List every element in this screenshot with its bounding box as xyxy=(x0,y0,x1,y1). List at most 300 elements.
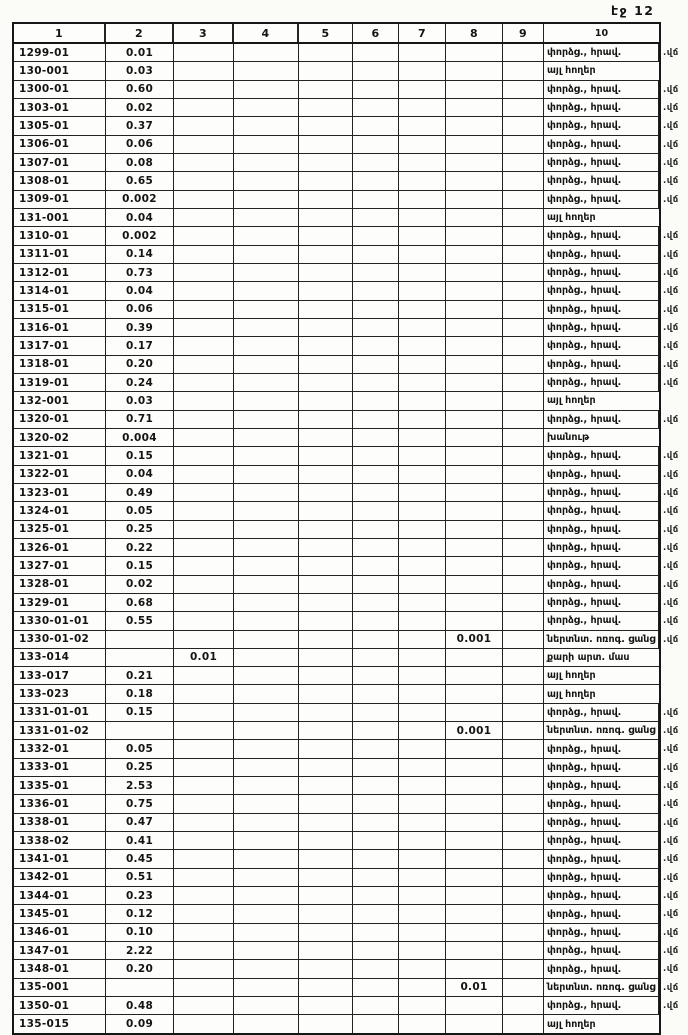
margin-handwritten-note: .վճ xyxy=(663,157,679,168)
table-cell xyxy=(299,191,353,208)
table-cell xyxy=(399,850,446,867)
table-cell xyxy=(503,905,544,922)
table-cell xyxy=(353,795,399,812)
table-cell xyxy=(446,539,503,556)
table-cell xyxy=(299,979,353,996)
table-cell xyxy=(353,356,399,373)
table-cell xyxy=(299,594,353,611)
table-cell xyxy=(299,521,353,538)
table-cell xyxy=(174,154,234,171)
table-cell: 0.65 xyxy=(106,172,174,189)
table-cell xyxy=(399,557,446,574)
table-cell xyxy=(299,557,353,574)
table-cell xyxy=(353,521,399,538)
table-row xyxy=(14,905,679,923)
table-cell xyxy=(399,337,446,354)
table-cell xyxy=(503,374,544,391)
table-cell xyxy=(353,740,399,757)
land-type-cell: փորձց., հրավ. xyxy=(544,411,659,428)
parcel-code-cell: 1300-01 xyxy=(14,81,106,98)
table-cell xyxy=(399,1015,446,1032)
parcel-code-cell: 133-014 xyxy=(14,649,106,666)
land-type-cell: այլ հողեր xyxy=(547,670,596,682)
parcel-code-cell: 1311-01 xyxy=(14,246,106,263)
table-cell xyxy=(174,227,234,244)
table-cell xyxy=(353,411,399,428)
table-cell: 0.01 xyxy=(174,649,234,666)
land-type-cell: փորձց., հրավ. xyxy=(544,942,659,959)
table-cell xyxy=(503,759,544,776)
parcel-code-cell: 1346-01 xyxy=(14,924,106,941)
table-cell xyxy=(353,631,399,648)
table-row xyxy=(14,576,679,594)
table-cell xyxy=(353,81,399,98)
table-cell xyxy=(353,704,399,721)
table-cell xyxy=(234,117,299,134)
margin-handwritten-note: .վճ xyxy=(663,377,679,388)
table-cell: 0.02 xyxy=(106,99,174,116)
table-cell xyxy=(446,997,503,1014)
table-cell xyxy=(503,557,544,574)
land-type-cell: ներտնտ. ոռոգ. ցանց xyxy=(544,631,659,648)
table-cell: 0.03 xyxy=(106,392,174,409)
table-cell xyxy=(399,869,446,886)
table-cell: 0.51 xyxy=(106,869,174,886)
table-cell xyxy=(353,172,399,189)
table-cell xyxy=(174,301,234,318)
table-cell xyxy=(399,814,446,831)
parcel-code-cell: 1318-01 xyxy=(14,356,106,373)
table-cell xyxy=(353,246,399,263)
table-cell xyxy=(299,612,353,629)
table-cell: 0.23 xyxy=(106,887,174,904)
table-cell xyxy=(503,685,544,702)
table-cell xyxy=(234,722,299,739)
table-cell xyxy=(446,246,503,263)
table-cell xyxy=(174,942,234,959)
table-cell: 0.15 xyxy=(106,704,174,721)
table-row xyxy=(14,777,679,795)
table-cell xyxy=(174,282,234,299)
table-cell: 0.06 xyxy=(106,136,174,153)
table-row xyxy=(14,447,679,465)
table-cell xyxy=(399,44,446,61)
table-cell xyxy=(399,117,446,134)
table-cell xyxy=(446,227,503,244)
table-row xyxy=(14,136,679,154)
column-header-3: 3 xyxy=(174,24,234,42)
table-cell xyxy=(234,759,299,776)
table-cell xyxy=(503,484,544,501)
parcel-code-cell: 1327-01 xyxy=(14,557,106,574)
table-cell xyxy=(299,777,353,794)
table-cell xyxy=(353,832,399,849)
table-cell xyxy=(299,740,353,757)
table-row xyxy=(14,1015,659,1032)
table-cell xyxy=(234,576,299,593)
table-cell xyxy=(353,722,399,739)
land-type-cell: փորձց., հրավ. xyxy=(544,282,659,299)
table-cell xyxy=(503,447,544,464)
table-row xyxy=(14,869,679,887)
land-type-cell: փորձց., հրավ. xyxy=(544,850,659,867)
table-cell xyxy=(399,924,446,941)
parcel-code-cell: 1307-01 xyxy=(14,154,106,171)
table-cell xyxy=(446,81,503,98)
table-cell xyxy=(299,136,353,153)
table-row xyxy=(14,704,679,722)
table-cell xyxy=(353,667,399,684)
table-cell xyxy=(234,521,299,538)
margin-handwritten-note: .վճ xyxy=(663,176,679,187)
table-cell xyxy=(174,374,234,391)
table-cell xyxy=(503,154,544,171)
table-cell xyxy=(174,172,234,189)
table-cell: 0.01 xyxy=(446,979,503,996)
table-cell: 0.25 xyxy=(106,759,174,776)
table-cell: 0.004 xyxy=(106,429,174,446)
table-cell xyxy=(174,887,234,904)
table-cell xyxy=(234,99,299,116)
table-cell xyxy=(503,246,544,263)
parcel-code-cell: 1330-01-01 xyxy=(14,612,106,629)
table-cell xyxy=(299,62,353,79)
table-cell: 0.75 xyxy=(106,795,174,812)
table-row xyxy=(14,319,679,337)
table-cell xyxy=(353,576,399,593)
table-cell xyxy=(503,227,544,244)
table-cell xyxy=(353,1015,399,1032)
table-cell xyxy=(446,154,503,171)
table-row xyxy=(14,979,679,997)
table-row xyxy=(14,246,679,264)
land-type-cell: փորձց., հրավ. xyxy=(544,447,659,464)
table-cell xyxy=(234,685,299,702)
margin-handwritten-note: .վճ xyxy=(663,707,679,718)
parcel-code-cell: 1342-01 xyxy=(14,869,106,886)
table-cell xyxy=(503,539,544,556)
table-cell xyxy=(174,557,234,574)
table-cell xyxy=(446,667,503,684)
land-type-cell: փորձց., հրավ. xyxy=(544,704,659,721)
parcel-code-cell: 1321-01 xyxy=(14,447,106,464)
land-type-cell: փորձց., հրավ. xyxy=(544,99,659,116)
table-row xyxy=(14,99,679,117)
table-row xyxy=(14,411,679,429)
table-cell xyxy=(174,411,234,428)
table-cell xyxy=(234,887,299,904)
table-cell xyxy=(174,1015,234,1032)
table-cell xyxy=(234,704,299,721)
table-cell xyxy=(174,44,234,61)
table-cell xyxy=(353,99,399,116)
table-cell xyxy=(234,191,299,208)
parcel-code-cell: 1306-01 xyxy=(14,136,106,153)
table-cell xyxy=(399,576,446,593)
table-cell xyxy=(446,447,503,464)
parcel-code-cell: 1305-01 xyxy=(14,117,106,134)
table-cell xyxy=(299,117,353,134)
margin-handwritten-note: .վճ xyxy=(663,964,679,975)
table-cell xyxy=(503,429,544,446)
table-row xyxy=(14,887,679,905)
table-cell xyxy=(106,979,174,996)
table-cell xyxy=(106,649,174,666)
table-cell xyxy=(503,704,544,721)
table-cell xyxy=(399,447,446,464)
table-cell xyxy=(299,154,353,171)
table-cell xyxy=(234,282,299,299)
table-cell xyxy=(299,429,353,446)
table-cell xyxy=(399,777,446,794)
table-cell: 0.68 xyxy=(106,594,174,611)
table-row xyxy=(14,795,679,813)
table-cell xyxy=(234,374,299,391)
table-cell xyxy=(234,337,299,354)
table-row xyxy=(14,117,679,135)
table-cell: 0.001 xyxy=(446,631,503,648)
table-cell xyxy=(399,484,446,501)
table-row xyxy=(14,667,659,685)
table-cell xyxy=(446,392,503,409)
table-cell xyxy=(503,411,544,428)
table-cell xyxy=(299,869,353,886)
table-cell xyxy=(399,685,446,702)
table-cell xyxy=(234,832,299,849)
table-row xyxy=(14,484,679,502)
table-cell xyxy=(174,814,234,831)
table-cell: 0.41 xyxy=(106,832,174,849)
table-cell xyxy=(174,704,234,721)
table-row xyxy=(14,429,659,447)
table-cell xyxy=(174,502,234,519)
table-cell xyxy=(174,191,234,208)
parcel-code-cell: 1347-01 xyxy=(14,942,106,959)
parcel-code-cell: 135-015 xyxy=(14,1015,106,1032)
table-cell xyxy=(299,282,353,299)
table-cell xyxy=(446,374,503,391)
table-cell xyxy=(503,1015,544,1032)
table-cell xyxy=(399,264,446,281)
land-type-cell: փորձց., հրավ. xyxy=(544,795,659,812)
land-type-cell: փորձց., հրավ. xyxy=(544,356,659,373)
land-type-cell: փորձց., հրավ. xyxy=(544,246,659,263)
table-cell xyxy=(234,905,299,922)
land-type-cell: փորձց., հրավ. xyxy=(544,264,659,281)
margin-handwritten-note: .վճ xyxy=(663,579,679,590)
table-cell xyxy=(353,777,399,794)
table-cell xyxy=(299,704,353,721)
table-cell: 0.08 xyxy=(106,154,174,171)
table-cell: 0.001 xyxy=(446,722,503,739)
margin-handwritten-note: .վճ xyxy=(663,414,679,425)
table-cell xyxy=(234,411,299,428)
table-cell xyxy=(234,392,299,409)
table-cell xyxy=(399,502,446,519)
table-cell: 0.22 xyxy=(106,539,174,556)
table-cell xyxy=(503,740,544,757)
table-cell: 0.002 xyxy=(106,227,174,244)
table-cell xyxy=(503,521,544,538)
table-cell xyxy=(353,905,399,922)
margin-handwritten-note: .վճ xyxy=(663,469,679,480)
table-cell xyxy=(503,649,544,666)
parcel-code-cell: 1344-01 xyxy=(14,887,106,904)
table-cell xyxy=(299,209,353,226)
land-type-cell: փորձց., հրավ. xyxy=(544,227,659,244)
table-cell xyxy=(353,869,399,886)
land-type-cell: փորձց., հրավ. xyxy=(544,154,659,171)
margin-handwritten-note: .վճ xyxy=(663,139,679,150)
table-cell xyxy=(446,832,503,849)
table-cell xyxy=(446,337,503,354)
table-cell xyxy=(299,850,353,867)
land-type-cell: փորձց., հրավ. xyxy=(544,924,659,941)
table-cell xyxy=(503,722,544,739)
land-type-cell: փորձց., հրավ. xyxy=(544,557,659,574)
table-cell xyxy=(399,722,446,739)
table-cell: 0.02 xyxy=(106,576,174,593)
table-cell: 0.04 xyxy=(106,466,174,483)
table-cell xyxy=(234,246,299,263)
table-cell xyxy=(353,374,399,391)
table-cell xyxy=(353,392,399,409)
margin-handwritten-note: .վճ xyxy=(663,799,679,810)
table-cell xyxy=(399,905,446,922)
table-cell xyxy=(353,612,399,629)
table-cell: 0.37 xyxy=(106,117,174,134)
parcel-code-cell: 132-001 xyxy=(14,392,106,409)
table-row xyxy=(14,924,679,942)
table-cell xyxy=(353,594,399,611)
table-cell xyxy=(299,887,353,904)
table-cell xyxy=(234,154,299,171)
land-type-cell: այլ հողեր xyxy=(547,1018,596,1030)
table-row xyxy=(14,209,659,227)
table-cell xyxy=(353,924,399,941)
table-cell: 0.04 xyxy=(106,282,174,299)
table-cell xyxy=(399,667,446,684)
table-cell: 0.21 xyxy=(106,667,174,684)
table-cell xyxy=(299,44,353,61)
parcel-code-cell: 1330-01-02 xyxy=(14,631,106,648)
table-cell xyxy=(399,759,446,776)
table-cell xyxy=(299,905,353,922)
margin-handwritten-note: .վճ xyxy=(663,121,679,132)
table-cell xyxy=(353,319,399,336)
table-cell xyxy=(503,264,544,281)
table-cell xyxy=(174,484,234,501)
table-cell xyxy=(399,99,446,116)
table-cell xyxy=(446,685,503,702)
table-row xyxy=(14,850,679,868)
land-type-cell: փորձց., հրավ. xyxy=(544,301,659,318)
table-cell xyxy=(299,942,353,959)
table-cell xyxy=(446,740,503,757)
margin-handwritten-note: .վճ xyxy=(663,561,679,572)
table-cell xyxy=(174,209,234,226)
table-cell xyxy=(399,374,446,391)
table-cell: 2.22 xyxy=(106,942,174,959)
table-cell xyxy=(446,905,503,922)
table-cell xyxy=(299,539,353,556)
parcel-code-cell: 1322-01 xyxy=(14,466,106,483)
table-cell xyxy=(174,539,234,556)
margin-handwritten-note: .վճ xyxy=(663,267,679,278)
table-row xyxy=(14,81,679,99)
table-cell xyxy=(174,960,234,977)
margin-handwritten-note: .վճ xyxy=(663,854,679,865)
table-cell xyxy=(399,631,446,648)
parcel-code-cell: 1326-01 xyxy=(14,539,106,556)
table-cell xyxy=(234,960,299,977)
land-type-cell: փորձց., հրավ. xyxy=(544,136,659,153)
margin-handwritten-note: .վճ xyxy=(663,891,679,902)
table-cell: 0.15 xyxy=(106,557,174,574)
margin-handwritten-note: .վճ xyxy=(663,322,679,333)
table-cell xyxy=(234,997,299,1014)
land-type-cell: փորձց., հրավ. xyxy=(544,740,659,757)
table-cell xyxy=(174,997,234,1014)
table-cell xyxy=(399,246,446,263)
table-cell: 0.12 xyxy=(106,905,174,922)
table-cell xyxy=(234,172,299,189)
land-type-cell: փորձց., հրավ. xyxy=(544,81,659,98)
table-cell xyxy=(234,466,299,483)
table-cell xyxy=(399,795,446,812)
table-cell xyxy=(299,99,353,116)
land-type-cell: խանութ xyxy=(547,432,590,444)
table-cell xyxy=(353,557,399,574)
table-cell xyxy=(106,631,174,648)
table-cell xyxy=(353,850,399,867)
table-cell xyxy=(234,484,299,501)
table-cell xyxy=(446,521,503,538)
table-cell xyxy=(503,356,544,373)
table-cell xyxy=(353,117,399,134)
table-cell xyxy=(299,1015,353,1032)
parcel-code-cell: 1299-01 xyxy=(14,44,106,61)
table-row xyxy=(14,502,679,520)
land-type-cell: փորձց., հրավ. xyxy=(544,814,659,831)
table-cell: 0.09 xyxy=(106,1015,174,1032)
table-cell xyxy=(353,887,399,904)
land-type-cell: փորձց., հրավ. xyxy=(544,905,659,922)
table-cell xyxy=(399,704,446,721)
table-cell xyxy=(174,337,234,354)
table-cell: 0.05 xyxy=(106,740,174,757)
land-type-cell: ներտնտ. ոռոգ. ցանց xyxy=(544,979,659,996)
table-cell xyxy=(174,81,234,98)
table-cell xyxy=(234,264,299,281)
parcel-code-cell: 1310-01 xyxy=(14,227,106,244)
parcel-code-cell: 1309-01 xyxy=(14,191,106,208)
table-cell xyxy=(174,777,234,794)
margin-handwritten-note: .վճ xyxy=(663,762,679,773)
table-cell xyxy=(299,466,353,483)
parcel-code-cell: 130-001 xyxy=(14,62,106,79)
table-cell xyxy=(446,429,503,446)
table-cell xyxy=(174,631,234,648)
table-cell xyxy=(399,649,446,666)
land-type-cell: փորձց., հրավ. xyxy=(544,759,659,776)
table-cell xyxy=(353,337,399,354)
table-cell xyxy=(174,356,234,373)
table-header-row xyxy=(14,24,659,44)
table-cell xyxy=(234,319,299,336)
page-number-label: էջ 12 xyxy=(611,3,655,18)
table-cell xyxy=(174,667,234,684)
